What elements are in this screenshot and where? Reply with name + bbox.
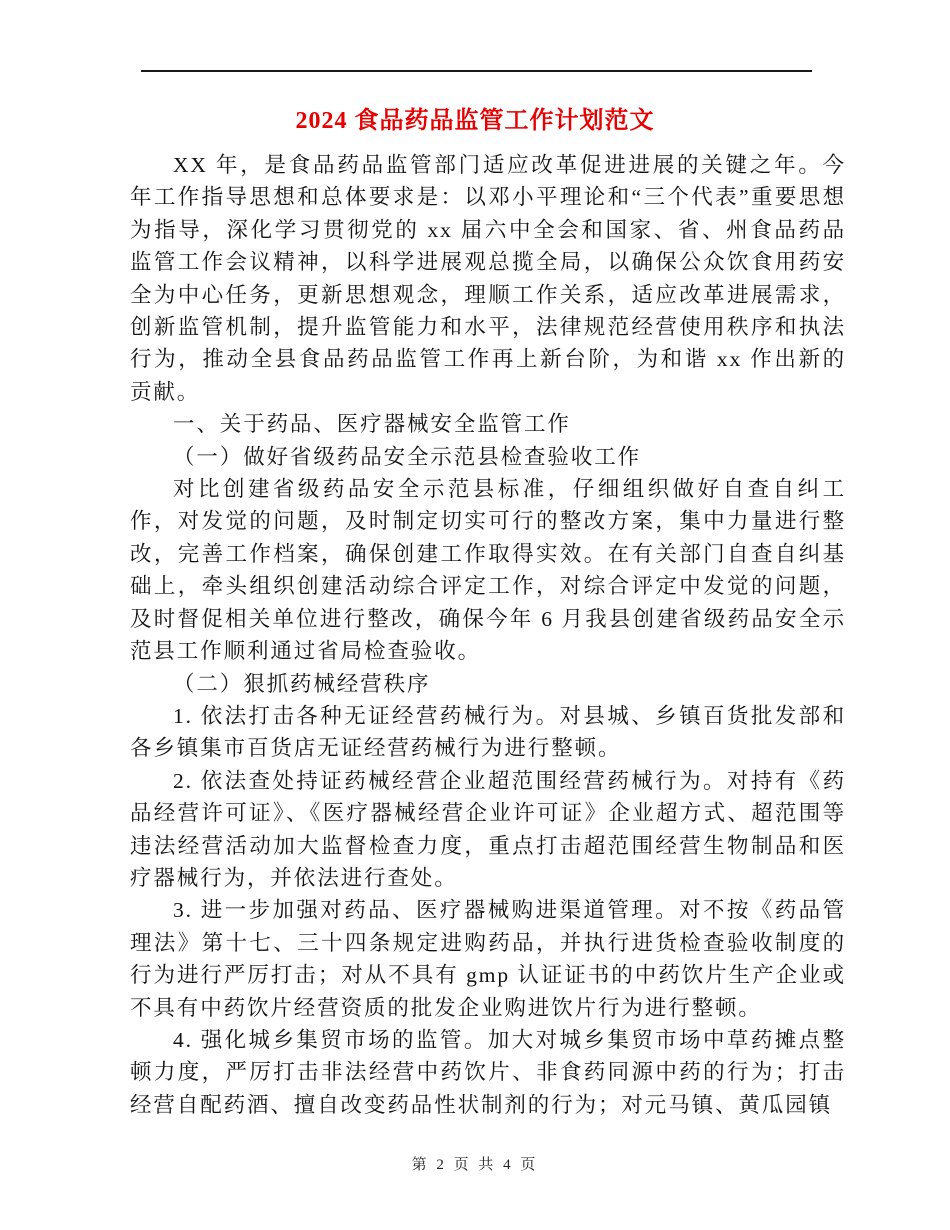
- header-rule: [141, 70, 812, 72]
- document-title: 2024 食品药品监管工作计划范文: [295, 108, 655, 134]
- paragraph-sub-heading: （一）做好省级药品安全示范县检查验收工作: [173, 444, 642, 469]
- paragraph-numbered-item: 3. 进一步加强对药品、医疗器械购进渠道管理。对不按《药品管理法》第十七、三十四条规定进购药品，并执行进货检查验收制度的行为进行严厉打击；对从不具有 gmp 认证证书的中药饮片生产企业或不具有中药饮片经营资质的批发企业购进饮片行为进行整顿。: [130, 898, 846, 1020]
- paragraph-section-heading: 一、关于药品、医疗器械安全监管工作: [173, 412, 571, 437]
- paragraph-body: 对比创建省级药品安全示范县标准，仔细组织做好自查自纠工作，对发觉的问题，及时制定切实可行的整改方案，集中力量进行整改，完善工作档案，确保创建工作取得实效。在有关部门自查自纠基础上，牵头组织创建活动综合评定工作，对综合评定中发觉的问题，及时督促相关单位进行整改，确保今年 6 月我县创建省级药品安全示范县工作顺利通过省局检查验收。: [130, 477, 846, 664]
- paragraph-numbered-item: 4. 强化城乡集贸市场的监管。加大对城乡集贸市场中草药摊点整顿力度，严厉打击非法经营中药饮片、非食药同源中药的行为；打击经营自配药酒、擅自改变药品性状制剂的行为；对元马镇、黄瓜园镇: [130, 1027, 846, 1117]
- paragraph-sub-heading: （二）狠抓药械经营秩序: [173, 671, 431, 696]
- paragraph-numbered-item: 1. 依法打击各种无证经营药械行为。对县城、乡镇百货批发部和各乡镇集市百货店无证经营药械行为进行整顿。: [130, 703, 846, 761]
- page-footer: [0, 1153, 950, 1174]
- document-body: [130, 149, 846, 1121]
- paragraph-numbered-item: 2. 依法查处持证药械经营企业超范围经营药械行为。对持有《药品经营许可证》、《医疗器械经营企业许可证》企业超方式、超范围等违法经营活动加大监督检查力度，重点打击超范围经营生物制品和医疗器械行为，并依法进行查处。: [130, 768, 846, 890]
- paragraph-body: XX 年，是食品药品监管部门适应改革促进进展的关键之年。今年工作指导思想和总体要求是：以邓小平理论和“三个代表”重要思想为指导，深化学习贯彻党的 xx 届六中全会和国家、省、州食品药品监管工作会议精神，以科学进展观总揽全局，以确保公众饮食用药安全为中心任务，更新思想观念，理顺工作关系，适应改革进展需求，创新监管机制，提升监管能力和水平，法律规范经营使用秩序和执法行为，推动全县食品药品监管工作再上新台阶，为和谐 xx 作出新的贡献。: [130, 153, 846, 404]
- page-number-label: 第 2 页 共 4 页: [411, 1157, 539, 1173]
